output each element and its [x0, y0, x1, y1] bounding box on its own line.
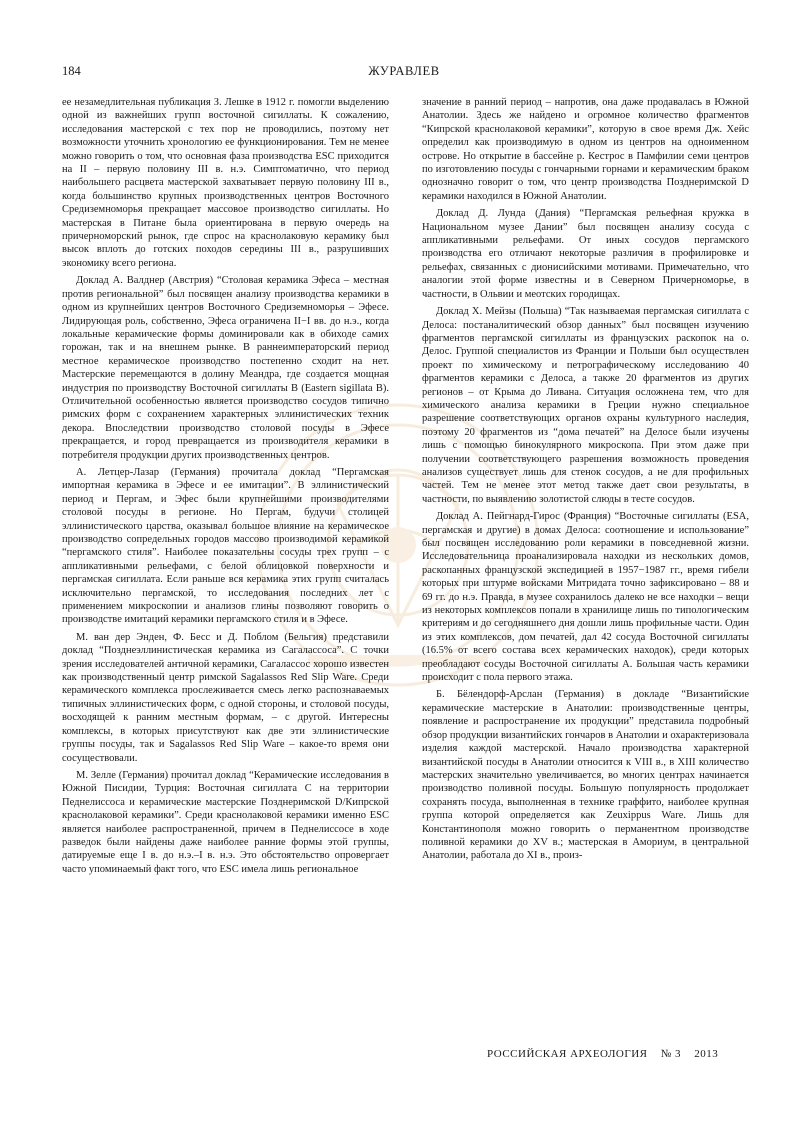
paragraph: Доклад Д. Лунда (Дания) “Пергамская рельефная кружка в Национальном музее Дании” был посвящен анализу сосуда с аппликативными рельефами. От иных сосудов пергамского производства его отличают некоторые различия в профилировке и рельефах, связанных с дионисийскими мотивами. Примечательно, что аналогии этой форме известны и в Северном Причерноморье, в частности, в Ольвии и меотских городищах.	[422, 208, 749, 300]
journal-footer	[477, 1048, 718, 1060]
paragraph: значение в ранний период – напротив, она даже продавалась в Южной Анатолии. Здесь же найдено и огромное количество фрагментов “Кипрской краснолаковой керамики”, которую в свое время Дж. Хейс определил как производимую в одном из центров на одноименном острове. Но открытие в бассейне р. Кестрос в Памфилии семи центров по изготовлению посуды с гончарными горнами и керамическим браком однозначно говорит о том, что центр производства Позднеримской D керамики находился в Южной Анатолии.	[422, 97, 749, 202]
issue-year: 2013	[694, 1048, 719, 1060]
issue-number: № 3	[660, 1048, 681, 1060]
paragraph: Доклад Х. Мейзы (Польша) “Так называемая пергамская сигиллата с Делоса: постаналитический обзор данных” был посвящен изучению фрагментов пергамской сигиллаты из французских раскопок на о. Делос. Группой специалистов из Франции и Польши был осуществлен проект по химическому и петрографическому исследованию 40 фрагментов керамики с Делоса, а также 20 фрагментов из других регионов – от Крыма до Ливана. Ситуация осложнена тем, что для химического анализа керамики в Греции нужно специальное разрешение соответствующих органов охраны культурного наследия, поэтому 20 фрагментов из “дома печатей” на Делосе были изучены лишь с помощью бинокулярного микроскопа. При этом даже при получении соответствующего разрешения возможность проведения анализов существует лишь для стенок сосудов, а не для профильных частей. Тем не менее этот метод также дает свои результаты, в частности, по выявлению золотистой слюды в тесте сосудов.	[422, 306, 749, 505]
paragraph: Доклад А. Пейгнард-Гирос (Франция) “Восточные сигиллаты (ESA, пергамская и другие) в домах Делоса: соотношение и использование” был посвящен исследованию роли керамики в повседневной жизни. Исследовательница проанализировала находки из нескольких домов, раскопанных французской экспедицией в 1957−1987 гг., время гибели которых при штурме войсками Митридата точно зафиксировано – 88 и 69 гг. до н.э. Правда, в музее сохранилось далеко не все находки – вещи из некоторых комплексов попали в хранилище лишь по типологическим критериям и до сегодняшнего дня дошли лишь профильные части. Один из этих комплексов, дом печатей, дал 42 сосуда Восточной сигиллаты (16.5% от всего состава всех керамических находок), среди которых преобладают сосуды Восточной сигиллаты А. Большая часть керамики происходит с пола первого этажа.	[422, 511, 749, 684]
page-number: 184	[62, 64, 81, 78]
paragraph: Б. Бёлендорф-Арслан (Германия) в докладе “Византийские керамические мастерские в Анатолии: производственные центры, появление и распространение их продукции” представила подробный обзор продукции византийских гончаров в Анатолии и охарактеризовала изделия каждой мастерской. Начало производства характерной византийской посуды в Анатолии относится к VIII в., в XIII количество мастерских значительно увеличивается, во многих центрах начинается производство поливной посуды. Большую популярность продолжает сохранять посуда, выполненная в технике граффито, наиболее крупная группа которой определяется как Zeuxippus Ware. Лишь для Константинополя можно говорить о перманентном производстве поливной керамики до XV в.; мастерская в Амориум, в центральной Анатолии, работала до XI в., произ-	[422, 689, 749, 862]
paragraph: ее незамедлительная публикация З. Лешке в 1912 г. помогли выделению одной из важнейших групп восточной сигиллаты. К сожалению, исследования мастерской с тех пор не проводились, поэтому нет возможности уточнить хронологию ее функционирования. Тем не менее можно говорить о том, что основная фаза производства ESC приходится на II – первую половину III в. н.э. Симптоматично, что период наибольшего расцвета мастерской захватывает первую половину III в., когда большинство крупных производственных центров Восточного Средиземноморья прекращает массовое производство сигиллаты. Но мастерская в Питане была ориентирована в первую очередь на причерноморский рынок, где спрос на краснолаковую керамику был высок вплоть до готских походов середины III в., разрушивших экономику всего региона.	[62, 97, 389, 269]
paragraph: М. ван дер Энден, Ф. Бесс и Д. Поблом (Бельгия) представили доклад “Позднеэллинистическая керамика из Сагалассоса”. С точки зрения исследователей античной керамики, Сагалассос хорошо известен как производственный центр римской Sagalassos Red Slip Ware. Среди керамического комплекса прослеживается смесь легко распознаваемых типичных эллинистических форм, с одной стороны, и столовой посуды, восходящей к ранним местным формам, – с другой. Интересны комплексы, в которых присутствуют как две эти эллинистические группы посуды, так и Sagalassos Red Slip Ware – какое-то время они сосуществовали.	[62, 631, 389, 764]
paragraph: М. Зелле (Германия) прочитал доклад “Керамические исследования в Южной Писидии, Турция: Восточная сигиллата C на территории Педнелиссоса и керамические мастерские Позднеримской D/Кипрской краснолаковой керамики”. Среди краснолаковой керамики именно ESC является наиболее распространенной, причем в Педнелиссосе в ходе разведок были найдены даже наиболее ранние формы этой группы, датируемые еще I в. до н.э.–I в. н.э. Это обстоятельство опровергает часто упоминаемый факт того, что ESC имела лишь региональное	[62, 769, 389, 875]
running-title: ЖУРАВЛЕВ	[368, 64, 440, 78]
journal-name: РОССИЙСКАЯ АРХЕОЛОГИЯ	[487, 1048, 648, 1060]
left-column	[62, 96, 389, 880]
paragraph: А. Летцер-Лазар (Германия) прочитала доклад “Пергамская импортная керамика в Эфесе и ее имитации”. В эллинистический период и Пергам, и Эфес были крупнейшими производителями столовой посуды в регионе. Но Пергам, будучи столицей эллинистического царства, оказывал большое влияние на керамическое производство сопредельных городов массово производимой керамикой “пергамского стиля”. Наиболее показательны сосуды трех групп – с аппликативными рельефами, с белой облицовкой поверхности и пергамская сигиллата. Если раньше вся керамика этих групп считалась исключительно пергамской, то исследования последних лет с применением микроскопии и анализов глины позволяют говорить о производстве имитаций керамики пергамского стиля и в Эфесе.	[62, 466, 389, 626]
right-column	[422, 96, 749, 867]
paragraph: Доклад А. Валднер (Австрия) “Столовая керамика Эфеса – местная против региональной” был посвящен анализу производства керамики в одном из крупнейших центров Восточного Средиземноморья – Эфесе. Лидирующая роль, собственно, Эфеса ограничена II−I вв. до н.э., когда локальные керамические формы доминировали как в обиходе самих горожан, так и на внешнем рынке. В раннеимператорский период местное керамическое производство постепенно сходит на нет. Мастерские перемещаются в долину Меандра, где создается мощная индустрия по производству Восточной сигиллаты B (Eastern sigillata B). Отличительной особенностью является производство сосудов типично римских форм с сохранением характерных эллинистических техник декора. Впоследствии производство столовой посуды в Эфесе прекращается, и город превращается из производителя керамики в потребителя продукции других производственных центров.	[62, 275, 389, 461]
